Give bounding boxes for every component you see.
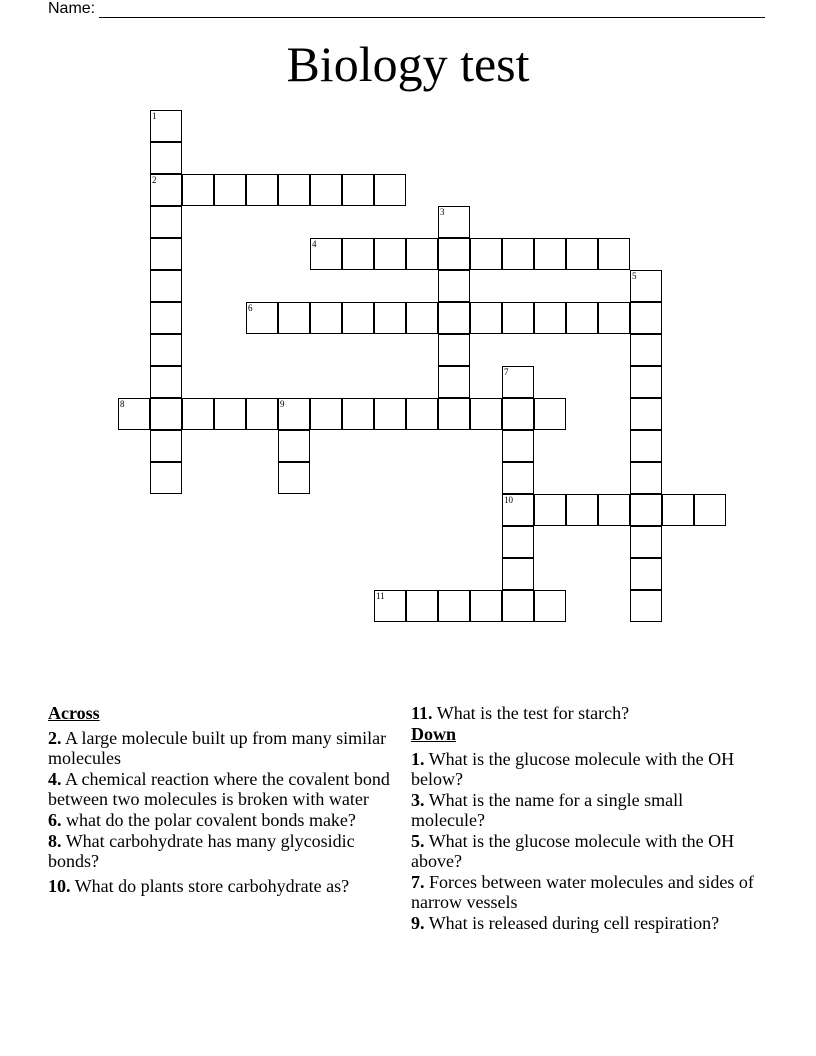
clues-column-left — [48, 703, 393, 897]
grid-cell[interactable] — [630, 526, 662, 558]
grid-cell[interactable] — [534, 398, 566, 430]
grid-cell[interactable] — [374, 398, 406, 430]
grid-cell[interactable] — [502, 366, 534, 398]
clue-down-1 — [411, 749, 761, 789]
grid-cell[interactable] — [438, 590, 470, 622]
grid-cell[interactable] — [278, 174, 310, 206]
clue-across-2 — [48, 728, 393, 768]
grid-cell[interactable] — [630, 430, 662, 462]
name-label: Name: — [48, 0, 96, 17]
grid-cell[interactable] — [182, 398, 214, 430]
grid-clue-number: 3 — [440, 207, 445, 217]
grid-cell[interactable] — [438, 398, 470, 430]
grid-cell[interactable] — [502, 398, 534, 430]
grid-cell[interactable] — [310, 238, 342, 270]
clue-down-3 — [411, 790, 761, 830]
grid-cell[interactable] — [118, 398, 150, 430]
grid-cell[interactable] — [406, 398, 438, 430]
grid-clue-number: 11 — [376, 591, 385, 601]
clue-number: 10. — [48, 876, 71, 896]
grid-cell[interactable] — [534, 302, 566, 334]
grid-cell[interactable] — [150, 302, 182, 334]
grid-cell[interactable] — [470, 590, 502, 622]
page-title: Biology test — [286, 36, 530, 92]
grid-cell[interactable] — [470, 302, 502, 334]
grid-cell[interactable] — [502, 302, 534, 334]
clue-text: Forces between water molecules and sides of narrow vessels — [411, 872, 754, 912]
grid-cell[interactable] — [214, 398, 246, 430]
grid-cell[interactable] — [438, 238, 470, 270]
grid-cell[interactable] — [246, 302, 278, 334]
grid-clue-number: 2 — [152, 175, 157, 185]
grid-cell[interactable] — [438, 334, 470, 366]
clue-across-11 — [411, 703, 761, 723]
clue-number: 2. — [48, 728, 62, 748]
grid-cell[interactable] — [662, 494, 694, 526]
clue-number: 3. — [411, 790, 425, 810]
grid-cell[interactable] — [438, 206, 470, 238]
grid-cell[interactable] — [630, 334, 662, 366]
grid-cell[interactable] — [150, 366, 182, 398]
clue-across-10 — [48, 876, 393, 896]
grid-cell[interactable] — [502, 494, 534, 526]
clue-text: What is the glucose molecule with the OH above? — [411, 831, 735, 871]
grid-cell[interactable] — [150, 206, 182, 238]
clue-across-8 — [48, 831, 393, 871]
grid-cell[interactable] — [150, 174, 182, 206]
clue-text: What carbohydrate has many glycosidic bonds? — [48, 831, 355, 871]
clue-across-4 — [48, 769, 393, 809]
grid-cell[interactable] — [406, 238, 438, 270]
grid-cell[interactable] — [630, 558, 662, 590]
grid-cell[interactable] — [630, 494, 662, 526]
grid-cell[interactable] — [310, 398, 342, 430]
grid-cell[interactable] — [438, 302, 470, 334]
grid-cell[interactable] — [150, 462, 182, 494]
grid-cell[interactable] — [278, 462, 310, 494]
clue-number: 5. — [411, 831, 425, 851]
grid-cell[interactable] — [598, 302, 630, 334]
clue-number: 4. — [48, 769, 62, 789]
clue-text: What is the glucose molecule with the OH below? — [411, 749, 735, 789]
grid-clue-number: 4 — [312, 239, 317, 249]
grid-cell[interactable] — [438, 270, 470, 302]
grid-cell[interactable] — [150, 110, 182, 142]
grid-cell[interactable] — [566, 302, 598, 334]
clue-text: what do the polar covalent bonds make? — [66, 810, 356, 830]
grid-cell[interactable] — [502, 558, 534, 590]
grid-cell[interactable] — [310, 302, 342, 334]
grid-clue-number: 10 — [504, 495, 513, 505]
clue-down-7 — [411, 872, 761, 912]
grid-cell[interactable] — [342, 238, 374, 270]
grid-cell[interactable] — [342, 174, 374, 206]
clue-across-6 — [48, 810, 393, 830]
grid-cell[interactable] — [566, 494, 598, 526]
clue-number: 11. — [411, 703, 433, 723]
down-heading: Down — [411, 724, 457, 744]
grid-cell[interactable] — [502, 526, 534, 558]
grid-cell[interactable] — [470, 398, 502, 430]
clue-text: A chemical reaction where the covalent bond between two molecules is broken with water — [48, 769, 390, 809]
grid-cell[interactable] — [630, 590, 662, 622]
grid-cell[interactable] — [502, 590, 534, 622]
grid-cell[interactable] — [630, 366, 662, 398]
grid-cell[interactable] — [598, 238, 630, 270]
grid-cell[interactable] — [534, 494, 566, 526]
grid-clue-number: 7 — [504, 367, 509, 377]
grid-cell[interactable] — [278, 302, 310, 334]
clue-number: 1. — [411, 749, 425, 769]
clue-text: A large molecule built up from many similar molecules — [48, 728, 387, 768]
grid-cell[interactable] — [150, 142, 182, 174]
grid-cell[interactable] — [150, 334, 182, 366]
clue-number: 7. — [411, 872, 425, 892]
grid-cell[interactable] — [278, 398, 310, 430]
grid-cell[interactable] — [630, 302, 662, 334]
grid-cell[interactable] — [182, 174, 214, 206]
grid-cell[interactable] — [278, 430, 310, 462]
grid-cell[interactable] — [342, 398, 374, 430]
clue-number: 8. — [48, 831, 62, 851]
grid-cell[interactable] — [502, 238, 534, 270]
grid-cell[interactable] — [630, 462, 662, 494]
across-heading: Across — [48, 703, 100, 723]
grid-cell[interactable] — [438, 366, 470, 398]
clue-down-9 — [411, 913, 761, 933]
clue-text: What do plants store carbohydrate as? — [74, 876, 350, 896]
grid-cell[interactable] — [246, 174, 278, 206]
grid-cell[interactable] — [374, 238, 406, 270]
grid-cell[interactable] — [214, 174, 246, 206]
grid-cell[interactable] — [150, 430, 182, 462]
clue-text: What is the test for starch? — [436, 703, 630, 723]
grid-cell[interactable] — [310, 174, 342, 206]
grid-cell[interactable] — [150, 270, 182, 302]
grid-cell[interactable] — [406, 302, 438, 334]
grid-cell[interactable] — [630, 398, 662, 430]
grid-cell[interactable] — [342, 302, 374, 334]
grid-cell[interactable] — [534, 238, 566, 270]
grid-cell[interactable] — [502, 430, 534, 462]
grid-cell[interactable] — [470, 238, 502, 270]
grid-cell[interactable] — [534, 590, 566, 622]
clue-text: What is released during cell respiration? — [428, 913, 720, 933]
grid-clue-number: 9 — [280, 399, 285, 409]
grid-clue-number: 1 — [152, 111, 157, 121]
grid-clue-number: 8 — [120, 399, 125, 409]
grid-cell[interactable] — [374, 302, 406, 334]
grid-cell[interactable] — [630, 270, 662, 302]
grid-cell[interactable] — [406, 590, 438, 622]
grid-cell[interactable] — [374, 590, 406, 622]
clue-number: 9. — [411, 913, 425, 933]
clue-number: 6. — [48, 810, 62, 830]
grid-cell[interactable] — [374, 174, 406, 206]
grid-cell[interactable] — [150, 398, 182, 430]
grid-cell[interactable] — [246, 398, 278, 430]
clue-down-5 — [411, 831, 761, 871]
grid-clue-number: 5 — [632, 271, 637, 281]
clue-text: What is the name for a single small molecule? — [411, 790, 684, 830]
grid-cell[interactable] — [694, 494, 726, 526]
grid-cell[interactable] — [598, 494, 630, 526]
grid-clue-number: 6 — [248, 303, 253, 313]
clues-column-right — [411, 703, 761, 934]
grid-cell[interactable] — [150, 238, 182, 270]
grid-cell[interactable] — [502, 462, 534, 494]
grid-cell[interactable] — [566, 238, 598, 270]
